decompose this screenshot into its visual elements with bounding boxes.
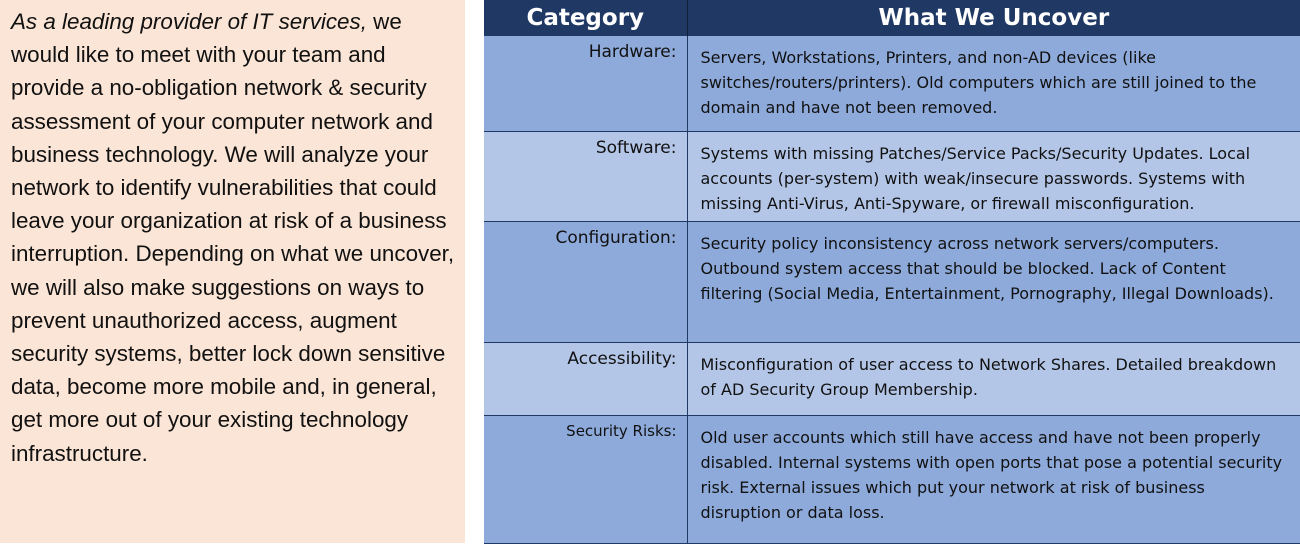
- table-row-hardware: [484, 36, 1300, 131]
- table-row-accessibility: [484, 342, 1300, 415]
- table-row-software: [484, 131, 1300, 221]
- category-cell: Accessibility:: [484, 342, 687, 415]
- description-cell: Misconfiguration of user access to Network Shares. Detailed breakdown of AD Security Group Membership.: [687, 342, 1300, 415]
- assessment-table: [484, 0, 1300, 544]
- table-header-row: [484, 0, 1300, 36]
- description-cell: Servers, Workstations, Printers, and non-AD devices (like switches/routers/printers). Old computers which are still joined to the domain and have not been removed.: [687, 36, 1300, 131]
- table-row-configuration: [484, 221, 1300, 342]
- intro-lead: As a leading provider of IT services,: [11, 9, 367, 34]
- table-row-security-risks: [484, 415, 1300, 543]
- uncover-header: What We Uncover: [687, 0, 1300, 36]
- description-cell: Security policy inconsistency across network servers/computers. Outbound system access that should be blocked. Lack of Content filtering (Social Media, Entertainment, Pornography, Illegal Downloads).: [687, 221, 1300, 342]
- category-cell: Hardware:: [484, 36, 687, 131]
- category-cell: Software:: [484, 131, 687, 221]
- intro-paragraph: [11, 5, 455, 470]
- category-cell: Security Risks:: [484, 415, 687, 543]
- category-cell: Configuration:: [484, 221, 687, 342]
- category-header: Category: [484, 0, 687, 36]
- description-cell: Systems with missing Patches/Service Packs/Security Updates. Local accounts (per-system) with weak/insecure passwords. Systems with missing Anti-Virus, Anti-Spyware, or firewall misconfiguration.: [687, 131, 1300, 221]
- description-cell: Old user accounts which still have access and have not been properly disabled. Internal systems with open ports that pose a potential security risk. External issues which put your network at risk of business disruption or data loss.: [687, 415, 1300, 543]
- intro-body: we would like to meet with your team and provide a no-obligation network & security assessment of your computer network and business technology. We will analyze your network to identify vulnerabilities that could leave your organization at risk of a business interruption. Depending on what we uncover, we will also make suggestions on ways to prevent unauthorized access, augment security systems, better lock down sensitive data, become more mobile and, in general, get more out of your existing technology infrastructure.: [11, 9, 455, 466]
- intro-panel: [0, 0, 465, 543]
